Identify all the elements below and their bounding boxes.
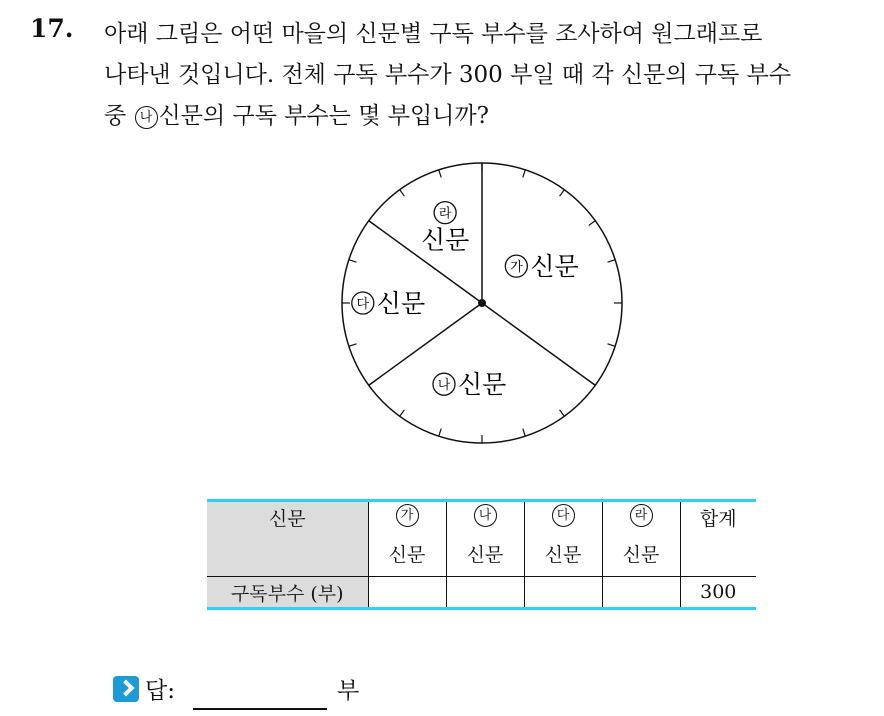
count-cell-ra[interactable]	[602, 577, 680, 609]
arrow-right-icon	[113, 676, 139, 702]
circled-marker: 가	[396, 504, 419, 527]
circled-marker: 나	[474, 504, 497, 527]
question-line-2: 나타낸 것입니다. 전체 구독 부수가 300 부일 때 각 신문의 구독 부수	[104, 62, 792, 88]
newspaper-header: 신문	[207, 501, 368, 577]
question-line-3-end: 신문의 구독 부수는 몇 부입니까?	[158, 103, 489, 129]
circled-marker: 나	[135, 106, 158, 129]
pie-chart	[330, 150, 630, 460]
count-cell-da[interactable]	[524, 577, 602, 609]
slice-marker: 다	[356, 297, 370, 312]
question-line-3-start: 중	[104, 103, 134, 129]
column-header-ra	[602, 501, 680, 541]
count-cell-ga[interactable]	[368, 577, 446, 609]
answer-row	[113, 672, 359, 710]
slice-marker: 가	[510, 260, 523, 276]
column-header-na	[446, 501, 524, 541]
answer-unit: 부	[336, 678, 360, 704]
slice-marker: 라	[438, 206, 452, 222]
slice-marker: 나	[437, 378, 451, 394]
total-header: 합계	[680, 501, 756, 577]
total-value: 300	[680, 577, 756, 609]
question-line-1: 아래 그림은 어떤 마을의 신문별 구독 부수를 조사하여 원그래프로	[104, 21, 763, 47]
answer-input[interactable]	[193, 680, 327, 710]
column-label-ra: 신문	[602, 540, 680, 577]
circled-marker: 라	[630, 504, 653, 527]
subscription-table	[207, 499, 756, 610]
column-header-ga	[368, 501, 446, 541]
column-label-da: 신문	[524, 540, 602, 577]
circled-marker: 다	[552, 504, 575, 527]
column-label-ga: 신문	[368, 540, 446, 577]
question-line-3	[104, 97, 489, 130]
slice-label: 신문	[376, 289, 426, 318]
pie-center-dot	[478, 299, 486, 307]
column-header-da	[524, 501, 602, 541]
slice-label: 신문	[530, 252, 579, 282]
count-cell-na[interactable]	[446, 577, 524, 609]
slice-label: 신문	[420, 225, 470, 255]
subscription-count-header: 구독부수 (부)	[207, 577, 368, 609]
slice-label: 신문	[458, 370, 507, 400]
column-label-na: 신문	[446, 540, 524, 577]
answer-label: 답:	[145, 678, 175, 704]
question-number: 17.	[30, 14, 74, 43]
